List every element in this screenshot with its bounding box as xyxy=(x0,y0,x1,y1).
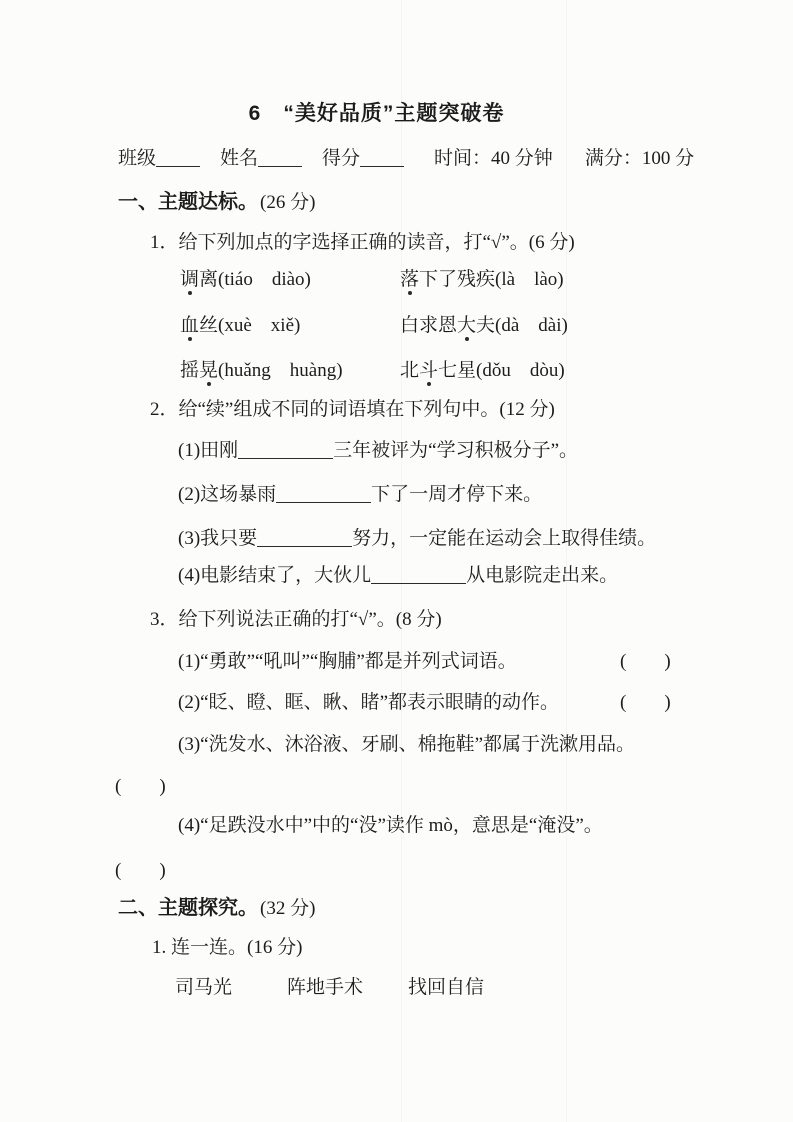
pinyin-options: (là lào) xyxy=(495,269,564,290)
time-limit: 时间：40 分钟 xyxy=(434,148,553,169)
answer-paren: ( ) xyxy=(620,651,671,672)
word-post: 下了残疾 xyxy=(419,269,496,290)
answer-paren: ( ) xyxy=(620,692,671,713)
word-tiaoli xyxy=(180,269,311,290)
match-item-zhendishoushu: 阵地手术 xyxy=(287,977,364,998)
score-blank-field xyxy=(360,148,404,167)
sentence-pre: (1)田刚 xyxy=(178,440,239,461)
section-1-heading xyxy=(118,189,315,216)
q2-item-2 xyxy=(178,482,542,508)
sentence-post: 努力，一定能在运动会上取得佳绩。 xyxy=(352,528,657,549)
dotted-char: 斗 xyxy=(419,360,439,381)
q3-item-2 xyxy=(178,690,671,716)
q3-item-4-answer-paren: ( ) xyxy=(115,860,166,881)
full-score: 满分：100 分 xyxy=(584,148,695,169)
q3-stem: 3．给下列说法正确的打“√”。(8 分) xyxy=(150,609,442,630)
word-post: 七星 xyxy=(438,360,477,381)
dotted-char: 落 xyxy=(400,269,420,290)
section-1-title: 一、主题达标。 xyxy=(118,191,258,213)
q1-row-1 xyxy=(180,267,564,293)
q1-row-2 xyxy=(180,313,568,339)
dotted-char: 血 xyxy=(180,315,200,336)
student-info-row xyxy=(118,146,694,172)
dotted-char: 晃 xyxy=(199,360,219,381)
dotted-char: 大 xyxy=(457,315,477,336)
section-2-title: 二、主题探究。 xyxy=(118,897,258,919)
match-item-zhaohuizixin: 找回自信 xyxy=(408,977,485,998)
word-pre: 白求恩 xyxy=(400,315,458,336)
sentence-pre: (3)我只要 xyxy=(178,528,258,549)
q3-item-3 xyxy=(178,732,635,758)
fill-in-blank xyxy=(257,528,352,547)
word-post: 夫 xyxy=(476,315,496,336)
sentence-post: 从电影院走出来。 xyxy=(466,565,619,586)
section-1-points: (26 分) xyxy=(260,192,316,213)
pinyin-options: (dǒu dòu) xyxy=(476,360,565,381)
word-lao xyxy=(400,267,564,293)
word-pre: 摇 xyxy=(180,360,200,381)
match-item-simaguang: 司马光 xyxy=(175,977,233,998)
score-label: 得分 xyxy=(322,148,361,169)
name-blank-field xyxy=(258,148,302,167)
s2-q1-stem: 1. 连一连。(16 分) xyxy=(152,937,303,958)
pinyin-options: (tiáo diào) xyxy=(218,269,311,290)
section-2-heading xyxy=(118,895,315,922)
sentence-post: 下了一周才停下来。 xyxy=(371,484,543,505)
pinyin-options: (xuè xiě) xyxy=(218,315,301,336)
sentence-pre: (2)这场暴雨 xyxy=(178,484,277,505)
page-title: 6 “美好品质”主题突破卷 xyxy=(248,102,505,125)
dotted-char: 调 xyxy=(180,269,200,290)
q1-row-3 xyxy=(180,358,565,384)
name-label: 姓名 xyxy=(220,148,259,169)
word-daifu xyxy=(400,313,568,339)
pinyin-options: (dà dài) xyxy=(495,315,568,336)
word-xuesi xyxy=(180,315,300,336)
q1-stem: 1．给下列加点的字选择正确的读音，打“√”。(6 分) xyxy=(150,232,575,253)
word-post: 丝 xyxy=(199,315,219,336)
word-beidou xyxy=(400,358,565,384)
q3-item-1 xyxy=(178,649,671,675)
word-post: 离 xyxy=(199,269,219,290)
q2-stem: 2．给“续”组成不同的词语填在下列句中。(12 分) xyxy=(150,399,555,420)
statement-text: (1)“勇敢”“吼叫”“胸脯”都是并列式词语。 xyxy=(178,651,517,672)
class-label: 班级 xyxy=(118,148,157,169)
q3-item-3-answer-paren: ( ) xyxy=(115,776,166,797)
word-pre: 北 xyxy=(400,360,420,381)
sentence-post: 三年被评为“学习积极分子”。 xyxy=(333,440,579,461)
fill-in-blank xyxy=(238,440,333,459)
class-blank-field xyxy=(156,148,200,167)
pinyin-options: (huǎng huàng) xyxy=(218,360,343,381)
section-2-points: (32 分) xyxy=(260,898,316,919)
fill-in-blank xyxy=(371,565,466,584)
statement-text: (3)“洗发水、沐浴液、牙刷、棉拖鞋”都属于洗漱用品。 xyxy=(178,734,636,755)
fill-in-blank xyxy=(276,484,371,503)
statement-text: (4)“足跌没水中”中的“没”读作 mò，意思是“淹没”。 xyxy=(178,815,603,836)
q3-item-4 xyxy=(178,813,603,839)
word-yaohuang xyxy=(180,360,343,381)
q2-item-3 xyxy=(178,526,656,552)
q2-item-1 xyxy=(178,438,578,464)
q2-item-4 xyxy=(178,563,618,589)
sentence-pre: (4)电影结束了，大伙儿 xyxy=(178,565,372,586)
statement-text: (2)“眨、瞪、眶、瞅、睹”都表示眼睛的动作。 xyxy=(178,692,560,713)
